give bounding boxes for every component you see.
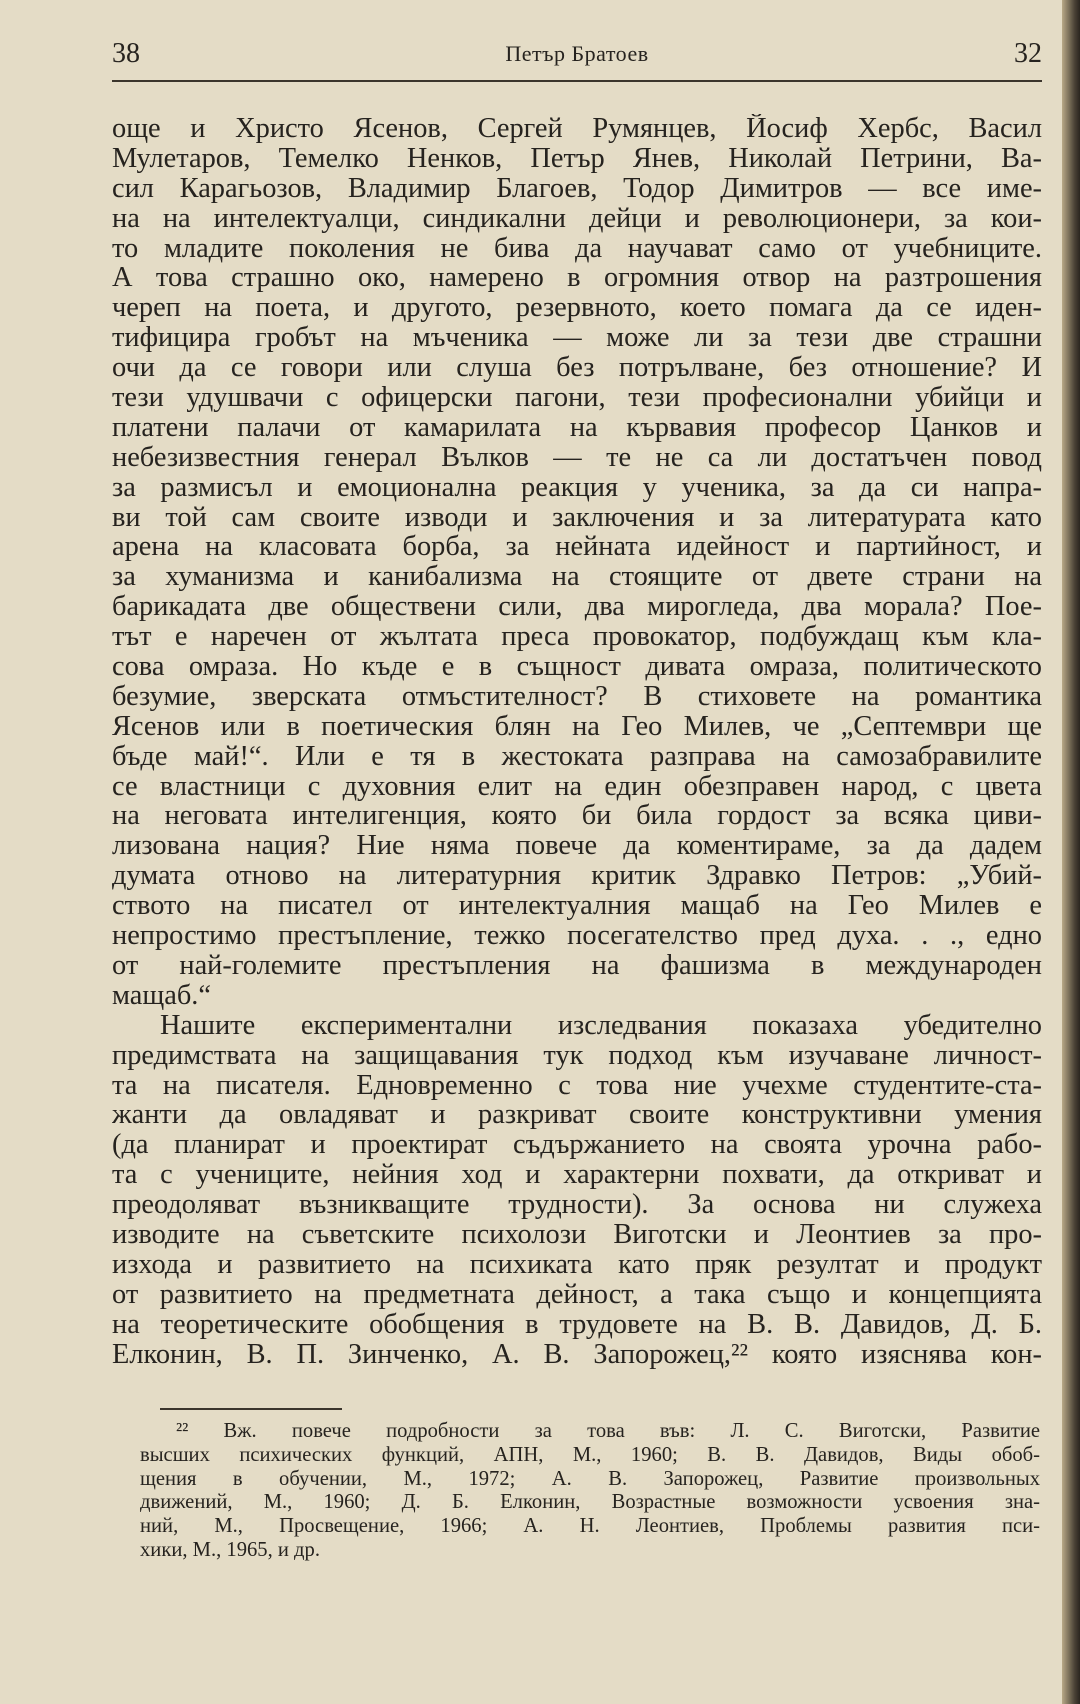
body-text bbox=[112, 114, 1042, 1369]
page-header bbox=[112, 38, 1042, 78]
text-line: предимствата на защищавания тук подход към изучаване личност- bbox=[112, 1040, 1042, 1071]
text-line: тифицира гробът на мъченика — може ли за тези две страшни bbox=[112, 323, 1042, 354]
page-number: 38 bbox=[112, 38, 140, 69]
text-line: се властници с духовния елит на един обезправен народ, с цвета bbox=[112, 771, 1042, 802]
text-line: сова омраза. Но къде е в същност дивата омраза, политическото bbox=[112, 652, 1042, 682]
running-title: Петър Братоев bbox=[505, 41, 649, 66]
text-line: Нашите експериментални изследвания показаха убедително bbox=[160, 1010, 1042, 1041]
text-line: непростимо престъпление, тежко посегателство пред духа. . ., едно bbox=[112, 921, 1042, 951]
text-line: думата отново на литературния критик Здравко Петров: „Убий- bbox=[112, 861, 1042, 892]
footnote-line: высших психических функций, АПН, М., 1960; В. В. Давидов, Виды обоб- bbox=[140, 1443, 1040, 1466]
text-line: мащаб.“ bbox=[112, 980, 211, 1011]
text-line: барикадата две обществени сили, два мирогледа, два морала? Пое- bbox=[112, 592, 1042, 623]
text-line: тът е наречен от жълтата преса провокатор, подбуждащ към кла- bbox=[112, 622, 1042, 653]
text-line: череп на поета, и другото, резервното, което помага да се иден- bbox=[112, 293, 1042, 324]
signature-number: 32 bbox=[1014, 38, 1042, 69]
book-spine-shadow bbox=[1062, 0, 1080, 1704]
footnote-line: ²² Вж. повече подробности за това във: Л. С. Виготски, Развитие bbox=[176, 1420, 1040, 1442]
footnote-line: хики, М., 1965, и др. bbox=[140, 1538, 320, 1561]
footnote-rule bbox=[160, 1408, 342, 1410]
text-line: А това страшно око, намерено в огромния отвор на разтрошения bbox=[112, 263, 1042, 294]
text-line: за размисъл и емоционална реакция у ученика, за да си напра- bbox=[112, 472, 1042, 503]
text-line: небезизвестния генерал Вълков — те не са ли достатъчен повод bbox=[112, 442, 1042, 473]
footnotes bbox=[140, 1420, 1040, 1563]
text-line: платени палачи от камарилата на кървавия професор Цанков и bbox=[112, 412, 1042, 443]
text-line: лизована нация? Ние няма повече да коментираме, за да дадем bbox=[112, 831, 1042, 862]
text-line: тези удушвачи с офицерски пагони, тези професионални убийци и bbox=[112, 383, 1042, 413]
text-line: ството на писател от интелектуалния мащаб на Гео Милев е bbox=[112, 891, 1042, 922]
text-line: бъде май!“. Или е тя в жестоката разправа на самозабравилите bbox=[112, 741, 1042, 772]
text-line: ви той сам своите изводи и заключения и за литературата като bbox=[112, 502, 1042, 533]
text-line: та на писателя. Едновременно с това ние учехме студентите-ста- bbox=[112, 1070, 1042, 1101]
text-line: на на интелектуалци, синдикални дейци и революционери, за кои- bbox=[112, 203, 1042, 234]
text-line: още и Христо Ясенов, Сергей Румянцев, Йосиф Хербс, Васил bbox=[112, 114, 1042, 144]
footnote-line: движений, М., 1960; Д. Б. Елконин, Возрастные возможности усвоения зна- bbox=[140, 1491, 1040, 1514]
text-line: Елконин, В. П. Зинченко, А. В. Запорожец,²² която изяснява кон- bbox=[112, 1339, 1042, 1370]
footnote-line: щения в обучении, М., 1972; А. В. Запорожец, Развитие произвольных bbox=[140, 1467, 1040, 1490]
text-line: от развитието на предметната дейност, а така също и концепцията bbox=[112, 1279, 1042, 1310]
text-line: Мулетаров, Темелко Ненков, Петър Янев, Николай Петрини, Ва- bbox=[112, 143, 1042, 174]
text-line: жанти да овладяват и разкриват своите конструктивни умения bbox=[112, 1100, 1042, 1131]
text-line: на неговата интелигенция, която би била гордост за всяка циви- bbox=[112, 801, 1042, 832]
text-line: безумие, зверската отмъстителност? В стиховете на романтика bbox=[112, 681, 1042, 712]
header-rule bbox=[112, 80, 1042, 82]
text-line: преодоляват възникващите трудности). За основа ни служеха bbox=[112, 1190, 1042, 1220]
text-line: изхода и развитието на психиката като пряк резултат и продукт bbox=[112, 1249, 1042, 1280]
text-line: очи да се говори или слуша без потрълване, без отношение? И bbox=[112, 353, 1042, 384]
text-line: та с учениците, нейния ход и характерни похвати, да откриват и bbox=[112, 1160, 1042, 1191]
text-line: на теоретическите обобщения в трудовете на В. В. Давидов, Д. Б. bbox=[112, 1309, 1042, 1340]
text-line: сил Карагьозов, Владимир Благоев, Тодор Димитров — все име- bbox=[112, 173, 1042, 204]
text-line: Ясенов или в поетическия блян на Гео Милев, че „Септември ще bbox=[112, 711, 1042, 742]
text-line: от най-големите престъпления на фашизма в международен bbox=[112, 950, 1042, 981]
text-line: (да планират и проектират съдържанието на своята урочна рабо- bbox=[112, 1130, 1042, 1161]
text-line: арена на класовата борба, за нейната идейност и партийност, и bbox=[112, 532, 1042, 563]
text-line: то младите поколения не бива да научават само от учебниците. bbox=[112, 233, 1042, 264]
footnote-line: ний, М., Просвещение, 1966; А. Н. Леонтиев, Проблемы развития пси- bbox=[140, 1515, 1040, 1538]
text-line: изводите на съветските психолози Виготски и Леонтиев за про- bbox=[112, 1219, 1042, 1250]
text-line: за хуманизма и канибализма на стоящите от двете страни на bbox=[112, 562, 1042, 593]
